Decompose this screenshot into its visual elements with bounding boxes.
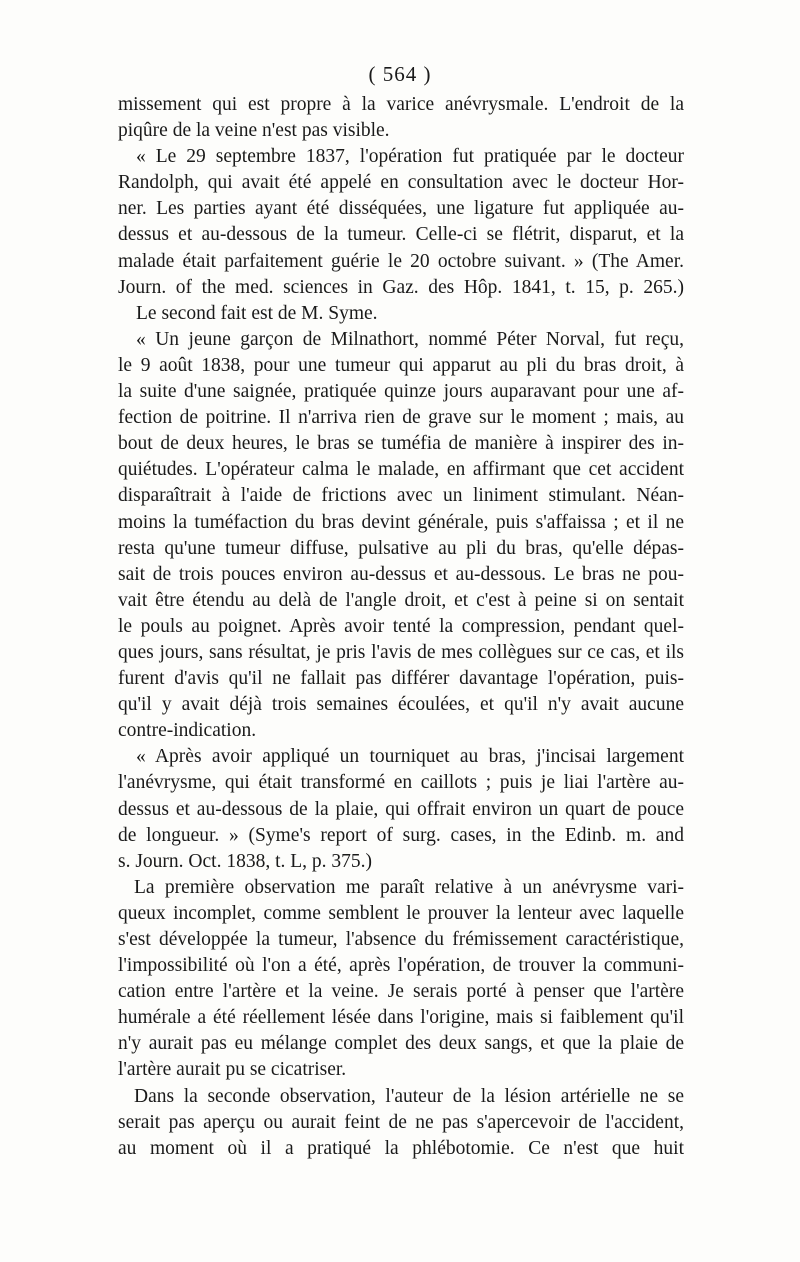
text-line: « Le 29 septembre 1837, l'opération fut pratiquée par le docteur bbox=[136, 146, 684, 168]
text-line: la suite d'une saignée, pratiquée quinze jours auparavant pour une af- bbox=[118, 381, 684, 403]
text-line: de longueur. » (Syme's report of surg. cases, in the Edinb. m. and bbox=[118, 824, 684, 846]
text-line: le pouls au poignet. Après avoir tenté la compression, pendant quel- bbox=[118, 615, 684, 637]
text-line: le 9 août 1838, pour une tumeur qui apparut au pli du bras droit, à bbox=[118, 354, 684, 376]
text-line: vait être étendu au delà de l'angle droit, et c'est à peine si on sentait bbox=[118, 589, 684, 611]
text-line: dessus et au-dessous de la tumeur. Celle-ci se flétrit, disparut, et la bbox=[118, 224, 684, 246]
text-line: sait de trois pouces environ au-dessus et au-dessous. Le bras ne pou- bbox=[118, 563, 684, 585]
text-line: ques jours, sans résultat, je pris l'avis de mes collègues sur ce cas, et ils bbox=[118, 641, 684, 663]
text-line: furent d'avis qu'il ne fallait pas différer davantage l'opération, puis- bbox=[118, 668, 684, 690]
text-line: « Un jeune garçon de Milnathort, nommé Péter Norval, fut reçu, bbox=[136, 328, 684, 350]
text-line: disparaîtrait à l'aide de frictions avec un liniment stimulant. Néan- bbox=[118, 485, 684, 507]
text-line: contre-indication. bbox=[118, 720, 257, 742]
text-line: fection de poitrine. Il n'arriva rien de grave sur le moment ; mais, au bbox=[118, 407, 684, 429]
text-line: humérale a été réellement lésée dans l'origine, mais si faiblement qu'il bbox=[118, 1007, 684, 1029]
text-line: bout de deux heures, le bras se tuméfia de manière à inspirer des in- bbox=[118, 433, 684, 455]
text-line: quiétudes. L'opérateur calma le malade, en affirmant que cet accident bbox=[118, 459, 684, 481]
page-number: ( 564 ) bbox=[368, 62, 432, 86]
text-line: malade était parfaitement guérie le 20 octobre suivant. » (The Amer. bbox=[118, 250, 684, 272]
text-line: queux incomplet, comme semblent le prouver la lenteur avec laquelle bbox=[118, 902, 684, 924]
text-line: Randolph, qui avait été appelé en consultation avec le docteur Hor- bbox=[118, 172, 684, 194]
text-line: l'artère aurait pu se cicatriser. bbox=[118, 1059, 347, 1081]
text-line: l'impossibilité où l'on a été, après l'opération, de trouver la communi- bbox=[118, 955, 684, 977]
text-line: Le second fait est de M. Syme. bbox=[136, 302, 378, 324]
text-line: moins la tuméfaction du bras devint générale, puis s'affaissa ; et il ne bbox=[118, 511, 684, 533]
text-line: ner. Les parties ayant été disséquées, une ligature fut appliquée au- bbox=[118, 198, 684, 220]
text-line: « Après avoir appliqué un tourniquet au bras, j'incisai largement bbox=[136, 746, 684, 768]
body-text bbox=[118, 92, 684, 1162]
text-line: s. Journ. Oct. 1838, t. L, p. 375.) bbox=[118, 850, 373, 872]
text-line: s'est développée la tumeur, l'absence du frémissement caractéristique, bbox=[118, 929, 684, 950]
text-line: piqûre de la veine n'est pas visible. bbox=[118, 120, 390, 142]
text-line: l'anévrysme, qui était transformé en caillots ; puis je liai l'artère au- bbox=[118, 772, 684, 794]
text-line: n'y aurait pas eu mélange complet des deux sangs, et que la plaie de bbox=[118, 1033, 684, 1055]
text-line: qu'il y avait déjà trois semaines écoulées, et qu'il n'y avait aucune bbox=[118, 694, 684, 716]
text-line: cation entre l'artère et la veine. Je serais porté à penser que l'artère bbox=[118, 981, 684, 1003]
text-line: au moment où il a pratiqué la phlébotomie. Ce n'est que huit bbox=[118, 1137, 684, 1159]
text-line: La première observation me paraît relative à un anévrysme vari- bbox=[134, 876, 684, 898]
text-line: Dans la seconde observation, l'auteur de la lésion artérielle ne se bbox=[134, 1085, 684, 1107]
text-line: resta qu'une tumeur diffuse, pulsative au pli du bras, qu'elle dépas- bbox=[118, 537, 684, 559]
text-line: serait pas aperçu ou aurait feint de ne pas s'apercevoir de l'accident, bbox=[118, 1111, 684, 1133]
text-line: Journ. of the med. sciences in Gaz. des Hôp. 1841, t. 15, p. 265.) bbox=[118, 276, 684, 298]
text-line: dessus et au-dessous de la plaie, qui offrait environ un quart de pouce bbox=[118, 798, 684, 820]
text-line: missement qui est propre à la varice anévrysmale. L'endroit de la bbox=[118, 94, 684, 115]
